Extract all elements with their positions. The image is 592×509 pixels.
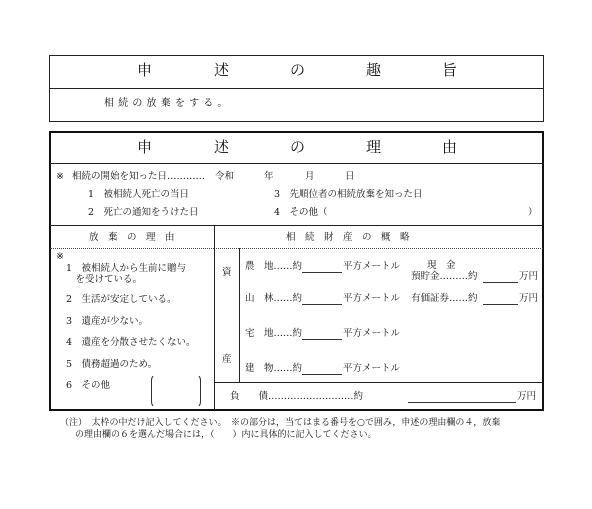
asset-column-divider: [239, 248, 240, 382]
building-unit: 平方メートル: [343, 363, 401, 374]
start-date-mark: ※: [56, 171, 64, 182]
purpose-divider: [50, 88, 543, 89]
farmland-unit: 平方メートル: [343, 261, 401, 272]
securities-label: 有価証券……約: [411, 293, 478, 304]
footnote-line-2: の理由欄の６を選んだ場合には，（ ）内に具体的に記入してください。: [75, 430, 377, 440]
mountain-forest-label: 山 林……約: [245, 293, 303, 304]
purpose-title-char-2: 述: [214, 61, 230, 79]
start-date-year-unit: 年: [264, 171, 274, 182]
residential-land-unit: 平方メートル: [343, 328, 401, 339]
reason-item-1-line-1[interactable]: 1 被相続人から生前に贈与: [66, 263, 187, 274]
building-label: 建 物……約: [245, 363, 303, 374]
cash-label-2: 預貯金………約: [411, 271, 478, 282]
cash-field[interactable]: [483, 282, 518, 283]
start-option-3[interactable]: 3 先順位者の相続放棄を知った日: [274, 189, 423, 200]
mountain-forest-field[interactable]: [302, 304, 342, 305]
reason-item-3[interactable]: 3 遺産が少ない。: [66, 316, 149, 327]
start-date-day-unit: 日: [345, 171, 355, 182]
start-option-4[interactable]: 4 その他（: [274, 207, 328, 218]
reason-item-5[interactable]: 5 債務超過のため。: [66, 359, 158, 370]
estate-header: 相 続 財 産 の 概 略: [286, 232, 410, 243]
building-field[interactable]: [302, 374, 342, 375]
reason-title-char-4: 理: [366, 138, 382, 156]
start-option-4-close: ）: [528, 207, 538, 218]
reasons-mark: ※: [56, 251, 64, 262]
purpose-statement: 相 続 の 放 棄 を す る 。: [104, 98, 228, 109]
debt-unit: 万円: [517, 391, 537, 402]
asset-label-char-1: 資: [222, 267, 232, 278]
farmland-label: 農 地……約: [245, 261, 303, 272]
securities-field[interactable]: [483, 304, 518, 305]
start-date-label: 相続の開始を知った日…………: [72, 171, 206, 182]
reason-title-char-3: の: [290, 138, 306, 156]
purpose-title-char-3: の: [290, 61, 306, 79]
mountain-forest-unit: 平方メートル: [343, 293, 401, 304]
debt-field[interactable]: [408, 402, 516, 403]
debt-label: 負 債………………………約: [230, 391, 364, 402]
purpose-title-char-5: 旨: [442, 61, 458, 79]
purpose-title-char-1: 申: [137, 61, 153, 79]
reason-item-1-line-2: を受けている。: [66, 274, 143, 285]
asset-label-char-2: 産: [222, 354, 232, 365]
securities-unit: 万円: [519, 293, 539, 304]
reason-item-6[interactable]: 6 その他: [66, 380, 111, 391]
residential-land-field[interactable]: [302, 339, 342, 340]
start-date-era: 令和: [215, 171, 235, 182]
footnote-line-1: （注） 太枠の中だけ記入してください。 ※の部分は，当てはまる番号を○で囲み，申述の理由欄の４，放棄: [60, 418, 501, 428]
residential-land-label: 宅 地……約: [245, 328, 303, 339]
start-date-month-unit: 月: [305, 171, 315, 182]
cash-unit: 万円: [519, 271, 539, 282]
reason-title-char-1: 申: [137, 138, 153, 156]
reason-title-divider: [50, 163, 543, 164]
purpose-title-char-4: 趣: [366, 61, 382, 79]
reasons-header-divider: [50, 248, 214, 249]
reasons-header: 放 棄 の 理 由: [89, 232, 175, 243]
debt-divider: [214, 382, 543, 383]
reason-title-char-2: 述: [214, 138, 230, 156]
farmland-field[interactable]: [302, 272, 342, 273]
reason-date-divider: [50, 225, 543, 226]
other-reason-bracket[interactable]: [151, 374, 201, 408]
start-option-2[interactable]: 2 死亡の通知をうけた日: [88, 207, 199, 218]
reason-title-char-5: 由: [442, 138, 458, 156]
cash-label-1: 現 金: [427, 260, 456, 271]
start-option-1[interactable]: 1 被相続人死亡の当日: [88, 189, 190, 200]
reason-item-4[interactable]: 4 遺産を分散させたくない。: [66, 337, 196, 348]
reason-item-2[interactable]: 2 生活が安定している。: [66, 294, 177, 305]
estate-header-divider: [214, 248, 543, 249]
